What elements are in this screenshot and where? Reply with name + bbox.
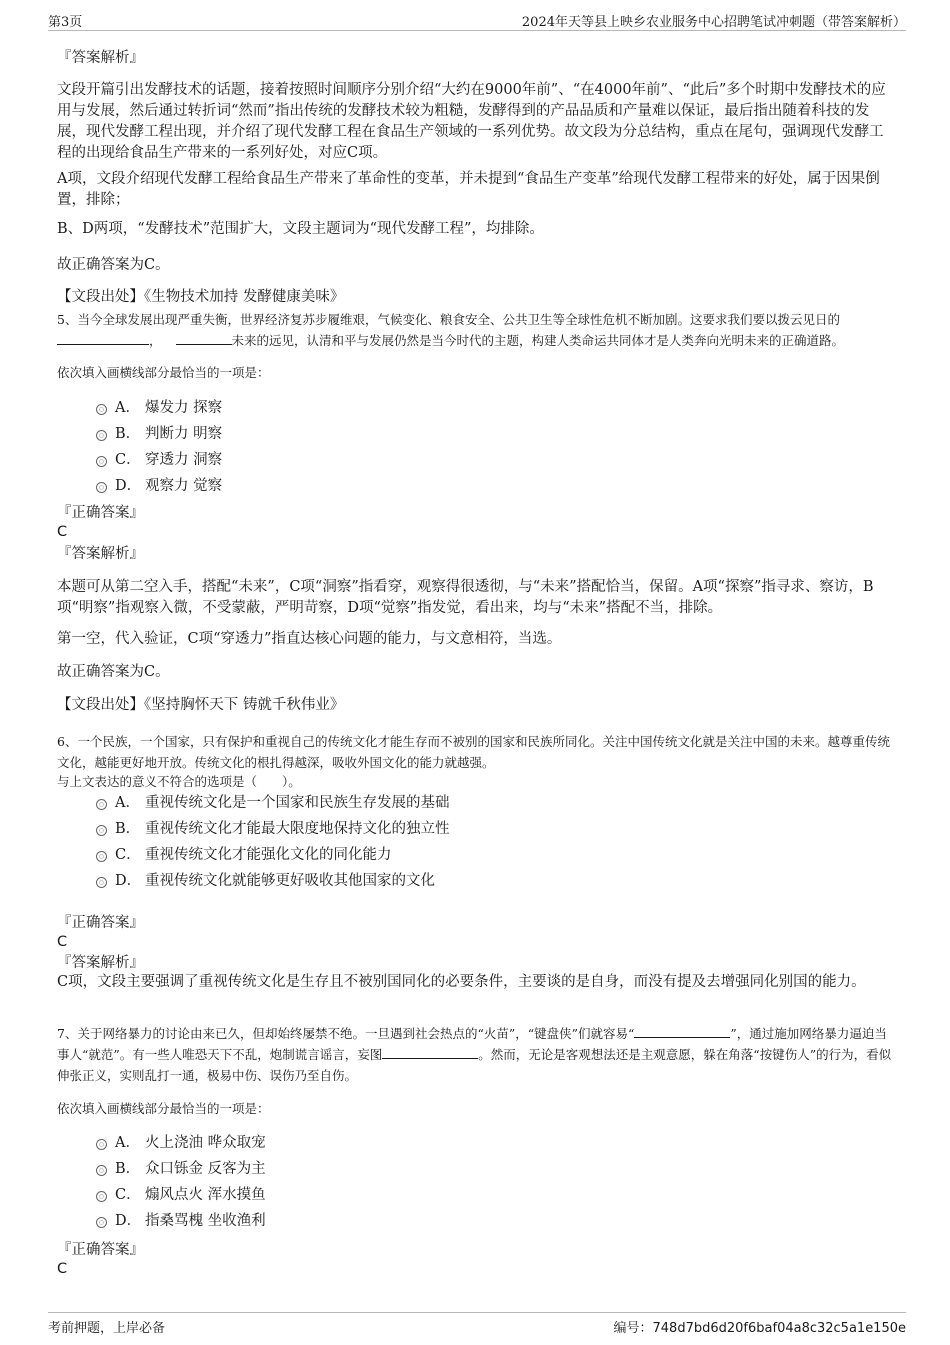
q5-blank-1 (57, 330, 149, 345)
q6-answer: C (57, 934, 68, 950)
q7-option-c[interactable]: C． 煽风点火 浑水摸鱼 (96, 1184, 266, 1206)
radio-icon[interactable] (96, 456, 107, 467)
q5-option-b[interactable]: B． 判断力 明察 (96, 423, 222, 445)
q6-answer-label: 『正确答案』 (57, 915, 144, 931)
q7-prompt: 依次填入画横线部分最恰当的一项是： (57, 1101, 270, 1116)
radio-icon[interactable] (96, 1191, 107, 1202)
q7-option-b[interactable]: B． 众口铄金 反客为主 (96, 1158, 266, 1180)
radio-icon[interactable] (96, 482, 107, 493)
q4-analysis-label: 『答案解析』 (57, 50, 144, 66)
page-number: 第3页 (48, 15, 83, 30)
radio-icon[interactable] (96, 799, 107, 810)
q5-analysis-para1: 本题可从第二空入手，搭配“未来”，C项“洞察”指看穿，观察得很透彻，与“未来”搭配恰当，保留。A项“探察”指寻求、察访，B项“明察”指观察入微，不受蒙蔽，严明苛察，D项“觉察”指发觉，看出来，均与“未来”搭配不当，排除。 (57, 579, 874, 616)
q4-analysis-para2: A项，文段介绍现代发酵工程给食品生产带来了革命性的变革，并未提到“食品生产变革”给现代发酵工程带来的好处，属于因果倒置，排除； (57, 171, 880, 208)
radio-icon[interactable] (96, 877, 107, 888)
q5-stem-part-c: 未来的远见，认清和平与发展仍然是当今时代的主题，构建人类命运共同体才是人类奔向光明未来的正确道路。 (231, 333, 845, 348)
q5-stem-part-a: 5、当今全球发展出现严重失衡，世界经济复苏步履维艰，气候变化、粮食安全、公共卫生等全球性危机不断加剧。这要求我们要以拨云见日的 (57, 312, 840, 327)
q7-stem-part-a: 7、关于网络暴力的讨论由来已久，但却始终屡禁不绝。一旦遇到社会热点的“火苗”，“键盘侠”们就容易“ (57, 1026, 635, 1041)
q4-analysis-para1: 文段开篇引出发酵技术的话题，接着按照时间顺序分别介绍“大约在9000年前”、“在4000年前”、“此后”多个时期中发酵技术的应用与发展，然后通过转折词“然而”指出传统的发酵技术较为粗糙，发酵得到的产品品质和产量难以保证，最后指出随着科技的发展，现代发酵工程出现，并介绍了现代发酵工程在食品生产领域的一系列优势。故文段为分总结构，重点在尾句，强调现代发酵工程的出现给食品生产带来的一系列好处，对应C项。 (57, 82, 886, 161)
q6-prompt: 与上文表达的意义不符合的选项是（ ）。 (57, 774, 301, 789)
radio-icon[interactable] (96, 1217, 107, 1228)
q5-stem (57, 309, 895, 351)
q5-analysis-label: 『答案解析』 (57, 546, 144, 562)
q5-answer: C (57, 524, 68, 540)
q7-option-a[interactable]: A． 火上浇油 哗众取宠 (96, 1132, 266, 1154)
q5-analysis-para3: 故正确答案为C。 (57, 664, 170, 680)
q4-analysis-para4: 故正确答案为C。 (57, 257, 170, 273)
footer-code (614, 1317, 907, 1336)
page-footer (48, 1312, 906, 1335)
q7-blank-2 (382, 1044, 478, 1059)
q5-prompt: 依次填入画横线部分最恰当的一项是： (57, 365, 270, 380)
q4-source: 【文段出处】《生物技术加持 发酵健康美味》 (57, 289, 345, 305)
q6-analysis: C项，文段主要强调了重视传统文化是生存且不被别国同化的必要条件，主要谈的是自身，而没有提及去增强同化别国的能力。 (57, 974, 866, 990)
radio-icon[interactable] (96, 404, 107, 415)
q6-option-b[interactable]: B． 重视传统文化才能最大限度地保持文化的独立性 (96, 818, 450, 840)
q5-stem-part-b: ， (149, 333, 162, 348)
q5-blank-2 (176, 330, 232, 345)
q7-stem (57, 1023, 895, 1086)
q4-analysis-para3: B、D两项，“发酵技术”范围扩大，文段主题词为“现代发酵工程”，均排除。 (57, 221, 544, 237)
q7-answer: C (57, 1261, 68, 1277)
q7-answer-label: 『正确答案』 (57, 1242, 144, 1258)
q7-stem-part-c: 。然而，无论是客观想法还是主观意愿，躲在角落“按键伤人”的行为，看似伸张正义，实则乱打一通，极易中伤、误伤乃至自伤。 (57, 1047, 892, 1083)
q5-option-a[interactable]: A． 爆发力 探察 (96, 397, 222, 419)
radio-icon[interactable] (96, 1165, 107, 1176)
q7-blank-1 (634, 1023, 730, 1038)
radio-icon[interactable] (96, 1139, 107, 1150)
q5-option-d[interactable]: D． 观察力 觉察 (96, 475, 222, 497)
radio-icon[interactable] (96, 851, 107, 862)
page-header (48, 8, 906, 31)
q5-answer-label: 『正确答案』 (57, 505, 144, 521)
q6-analysis-label: 『答案解析』 (57, 955, 144, 971)
footer-code-value: 748d7bd6d20f6baf04a8c32c5a1e150e (652, 1321, 906, 1336)
q5-analysis-para2: 第一空，代入验证，C项“穿透力”指直达核心问题的能力，与文意相符，当选。 (57, 631, 562, 647)
q7-option-d[interactable]: D． 指桑骂槐 坐收渔利 (96, 1210, 266, 1232)
radio-icon[interactable] (96, 825, 107, 836)
q6-stem: 6、一个民族，一个国家，只有保护和重视自己的传统文化才能生存而不被别的国家和民族所同化。关注中国传统文化就是关注中国的未来。越尊重传统文化，越能更好地开放。传统文化的根扎得越深，吸收外国文化的能力就越强。 (57, 734, 890, 770)
q6-option-d[interactable]: D． 重视传统文化就能够更好吸收其他国家的文化 (96, 870, 435, 892)
q6-option-a[interactable]: A． 重视传统文化是一个国家和民族生存发展的基础 (96, 792, 450, 814)
document-title: 2024年天等县上映乡农业服务中心招聘笔试冲刺题（带答案解析） (521, 15, 906, 30)
footer-code-label: 编号： (613, 1321, 653, 1336)
radio-icon[interactable] (96, 430, 107, 441)
q5-source: 【文段出处】《坚持胸怀天下 铸就千秋伟业》 (57, 697, 345, 713)
q7-stem-part-b: ”，通过施加网络暴力逼迫当事人“就范”。有一些人唯恐天下不乱，炮制谎言谣言，妄图 (57, 1026, 887, 1062)
q5-option-c[interactable]: C． 穿透力 洞察 (96, 449, 222, 471)
footer-slogan: 考前押题，上岸必备 (48, 1321, 166, 1336)
q6-option-c[interactable]: C． 重视传统文化才能强化文化的同化能力 (96, 844, 392, 866)
